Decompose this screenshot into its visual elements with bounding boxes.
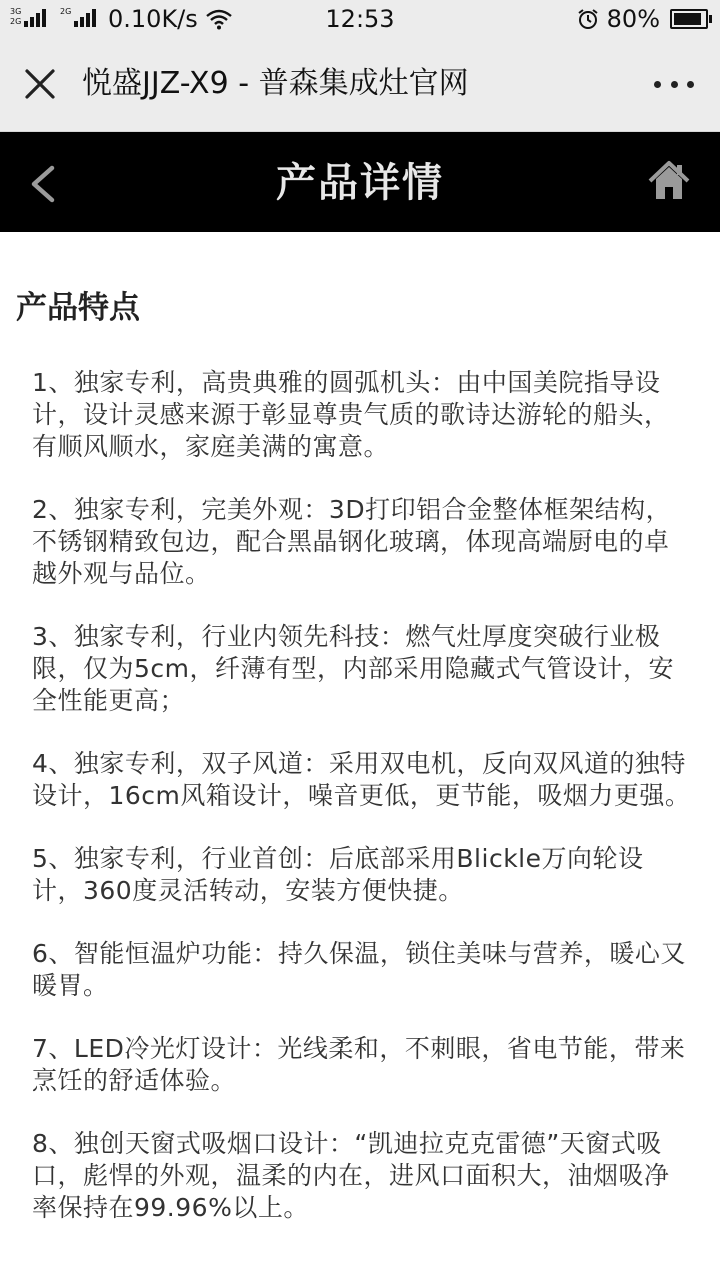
alarm-icon (577, 8, 599, 30)
home-icon[interactable] (646, 158, 692, 204)
feature-item: 4、独家专利，双子风道：采用双电机，反向双风道的独特设计，16cm风箱设计，噪音更低，更节能，吸烟力更强。 (32, 749, 691, 810)
feature-item: 8、独创天窗式吸烟口设计：“凯迪拉克克雷德”天窗式吸口，彪悍的外观，温柔的内在，进风口面积大，油烟吸净率保持在99.96%以上。 (32, 1129, 670, 1222)
webview-title: 悦盛JJZ-X9 - 普森集成灶官网 (82, 66, 469, 101)
product-content (0, 232, 720, 1280)
battery-percent: 80% (606, 5, 660, 33)
battery-tip (709, 15, 712, 23)
battery-level-fill (674, 13, 701, 25)
network-type-label: 2G (60, 7, 72, 16)
webview-titlebar (0, 38, 720, 132)
more-icon (671, 81, 678, 88)
feature-item: 1、独家专利，高贵典雅的圆弧机头：由中国美院指导设计，设计灵感来源于彰显尊贵气质的歌诗达游轮的船头，有顺风顺水，家庭美满的寓意。 (32, 368, 670, 461)
network-speed: 0.10K/s (108, 5, 198, 33)
feature-item: 7、LED冷光灯设计：光线柔和，不刺眼，省电节能，带来烹饪的舒适体验。 (32, 1034, 686, 1095)
battery-icon (670, 9, 708, 29)
feature-item: 3、独家专利，行业内领先科技：燃气灶厚度突破行业极限，仅为5cm，纤薄有型，内部采用隐藏式气管设计，安全性能更高； (32, 622, 675, 715)
network-type-label: 3G (10, 7, 22, 16)
network-type-label: 2G (10, 17, 22, 26)
more-icon (654, 81, 661, 88)
feature-item: 5、独家专利，行业首创：后底部采用Blickle万向轮设计，360度灵活转动，安装方便快捷。 (32, 844, 644, 905)
status-bar (0, 0, 720, 38)
more-icon (687, 81, 694, 88)
feature-item: 6、智能恒温炉功能：持久保温，锁住美味与营养，暖心又暖胃。 (32, 939, 686, 1000)
close-icon[interactable] (22, 66, 58, 102)
page-header (0, 132, 720, 232)
feature-list (32, 367, 692, 1255)
section-title: 产品特点 (16, 290, 140, 326)
page-title: 产品详情 (276, 160, 444, 206)
feature-item: 2、独家专利，完美外观：3D打印铝合金整体框架结构，不锈钢精致包边，配合黑晶钢化玻璃，体现高端厨电的卓越外观与品位。 (32, 495, 672, 588)
clock: 12:53 (325, 5, 395, 33)
status-right (577, 4, 708, 34)
more-menu-button[interactable] (654, 66, 694, 102)
